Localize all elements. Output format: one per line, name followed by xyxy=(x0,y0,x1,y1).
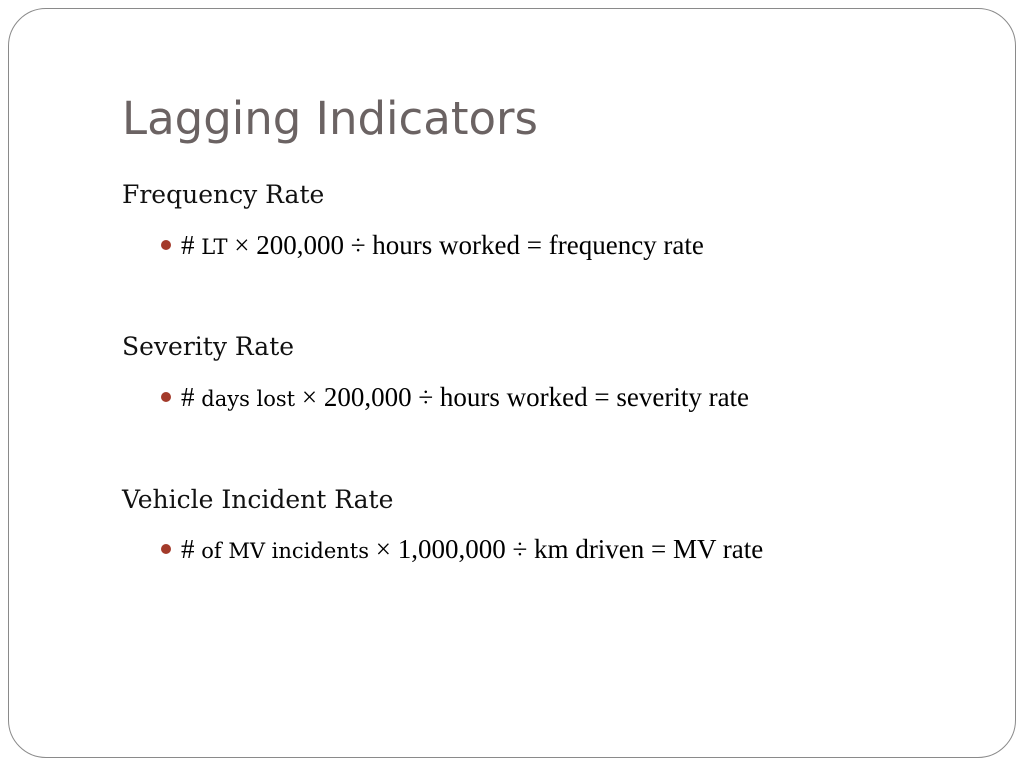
slide xyxy=(8,8,1016,758)
bullet-dot-icon xyxy=(161,240,171,250)
bullet-severity-rate-formula xyxy=(161,381,749,413)
bullet-vehicle-incident-rate-formula xyxy=(161,533,763,565)
formula-rest: × 1,000,000 ÷ km driven = MV rate xyxy=(375,534,764,564)
formula-rest: × 200,000 ÷ hours worked = severity rate xyxy=(301,382,750,412)
formula-term: LT xyxy=(201,235,228,259)
bullet-frequency-rate-formula xyxy=(161,229,704,261)
slide-title: Lagging Indicators xyxy=(122,92,538,145)
hash-symbol: # xyxy=(181,534,195,564)
formula-rest: × 200,000 ÷ hours worked = frequency rate xyxy=(234,230,704,260)
formula-term: days lost xyxy=(201,387,296,411)
hash-symbol: # xyxy=(181,230,195,260)
section-heading-frequency-rate: Frequency Rate xyxy=(122,180,325,209)
formula-term: of MV incidents xyxy=(201,539,370,563)
section-heading-vehicle-incident-rate: Vehicle Incident Rate xyxy=(122,485,394,514)
hash-symbol: # xyxy=(181,382,195,412)
bullet-dot-icon xyxy=(161,392,171,402)
bullet-dot-icon xyxy=(161,544,171,554)
section-heading-severity-rate: Severity Rate xyxy=(122,332,295,361)
